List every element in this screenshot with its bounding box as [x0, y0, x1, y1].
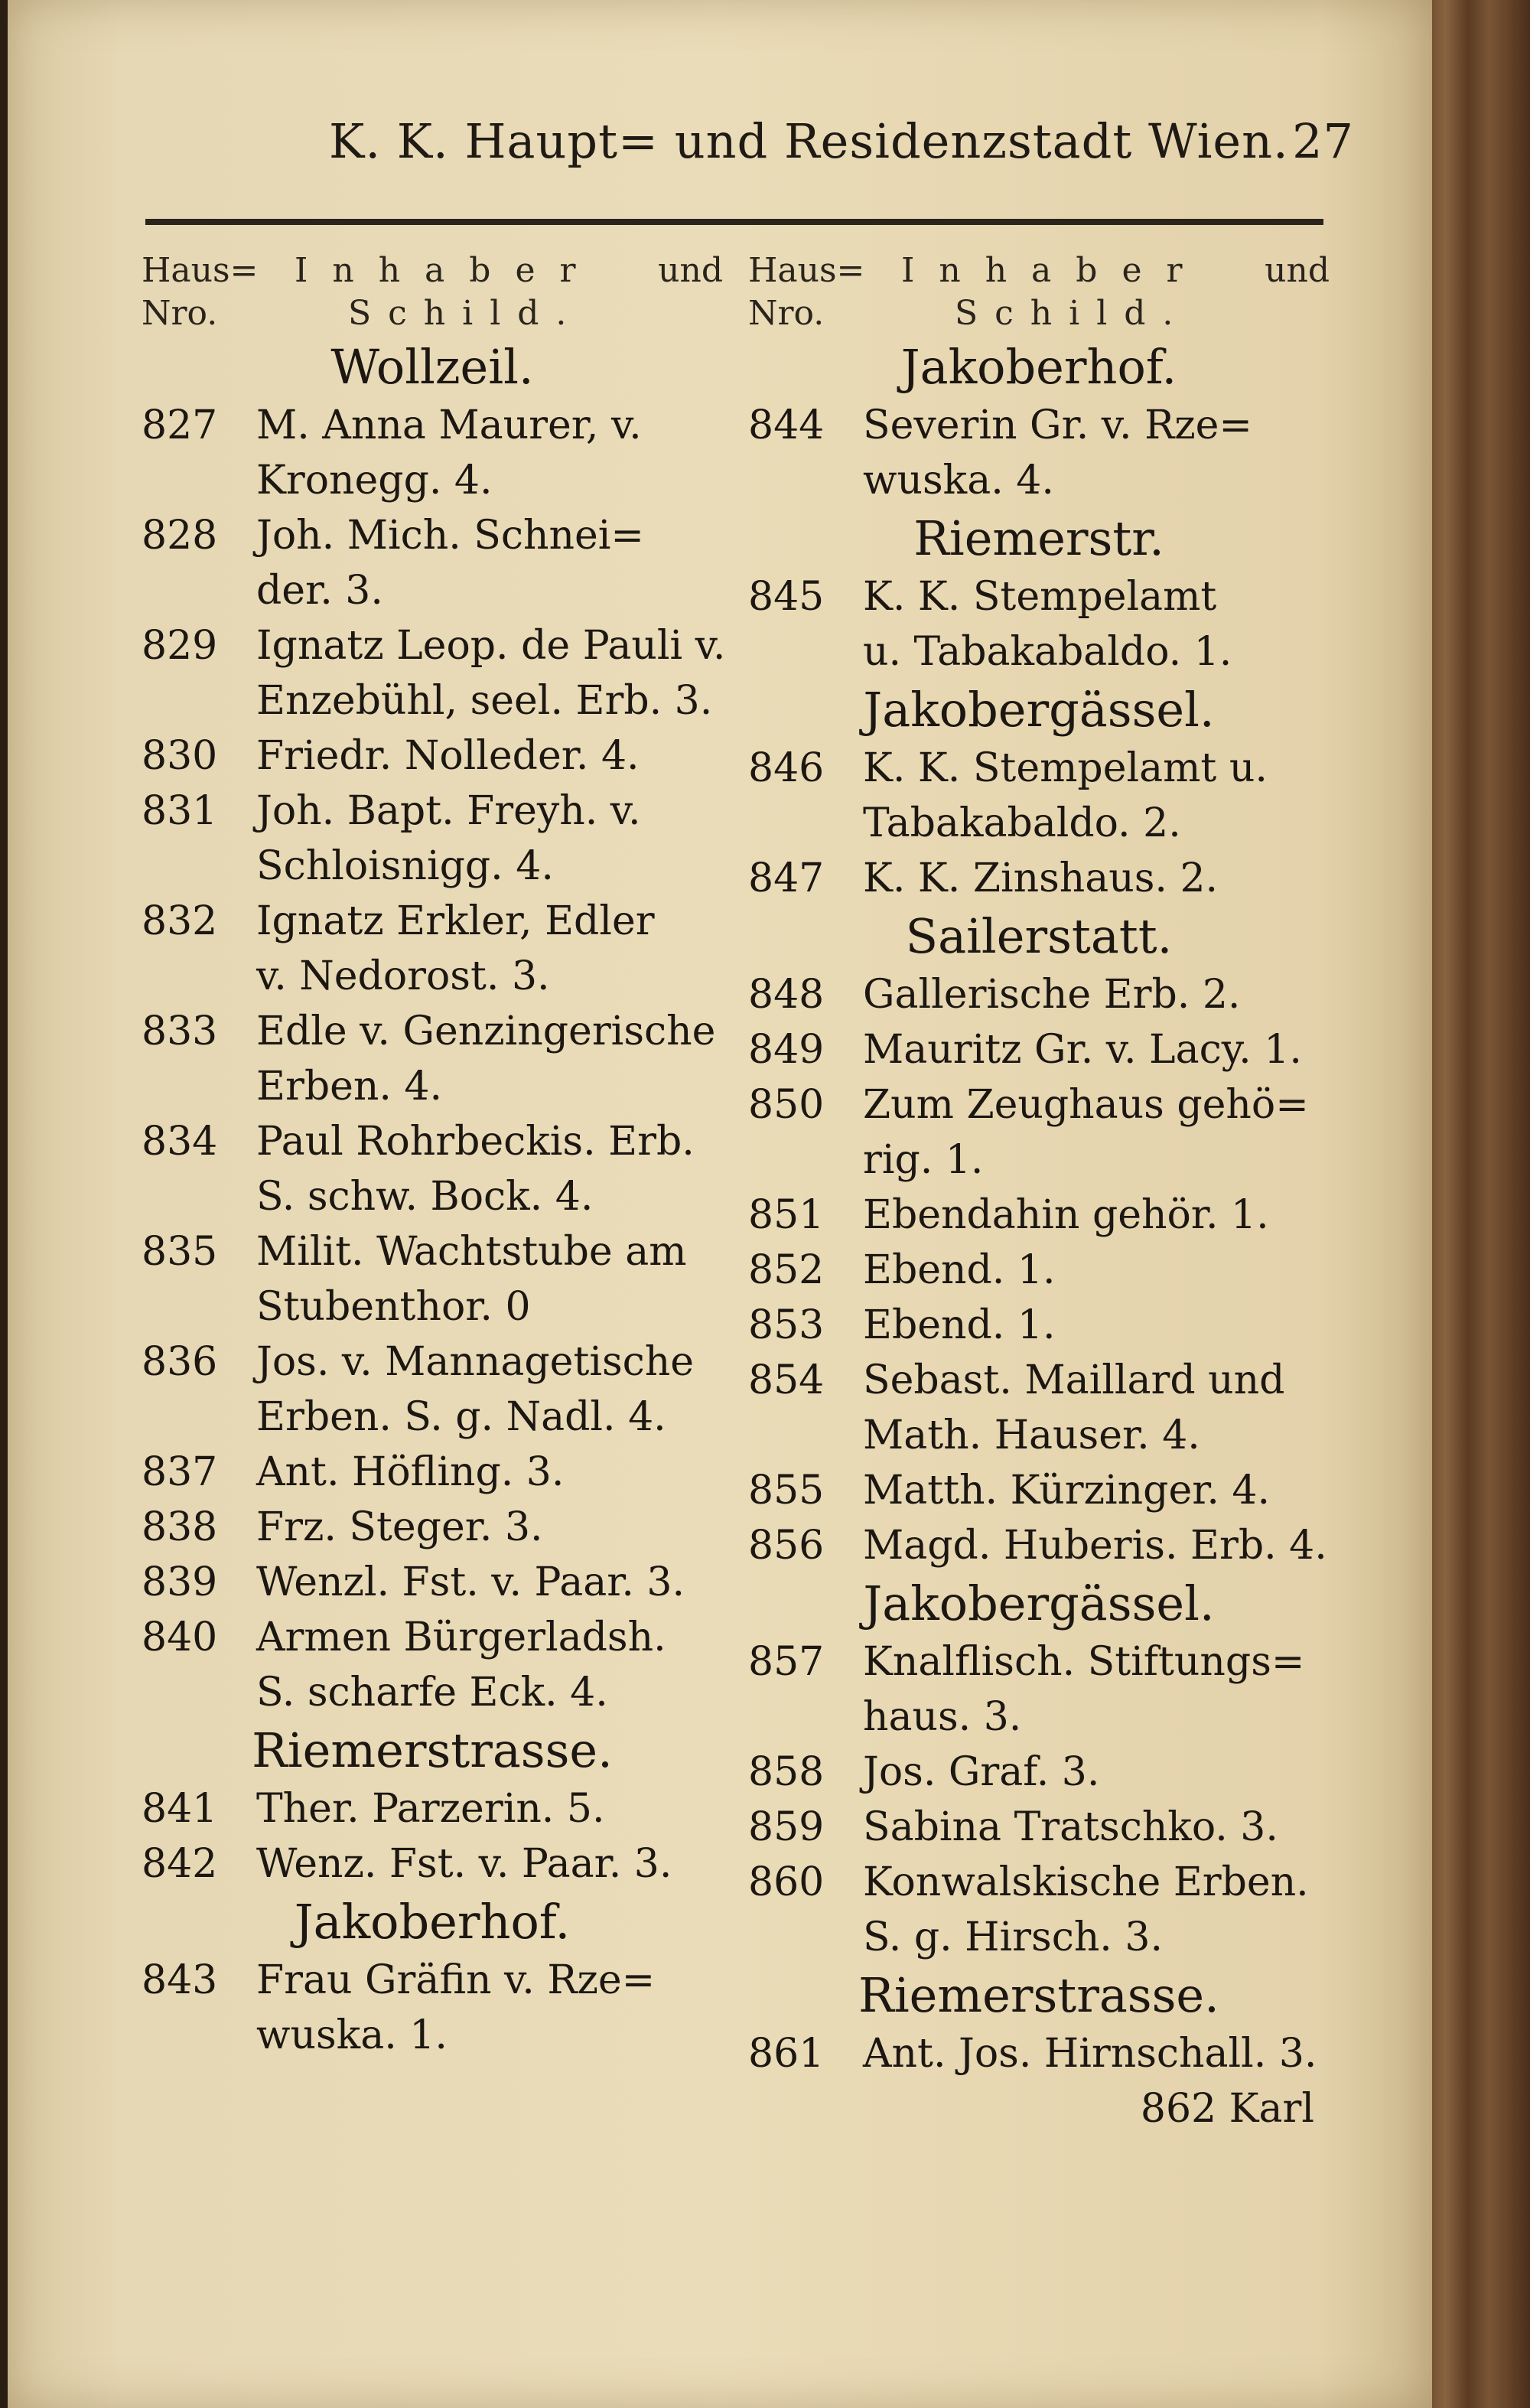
owner-text: Ebendahin gehör. 1.	[863, 1192, 1269, 1238]
house-number: 832	[142, 898, 218, 944]
col-schild-label: Schild.	[955, 294, 1190, 333]
entry-line	[748, 569, 1330, 624]
entry-continuation	[748, 453, 1330, 508]
owner-text: Erben. 4.	[256, 1064, 443, 1110]
entry-continuation	[142, 1169, 723, 1224]
owner-text: Gallerische Erb. 2.	[863, 972, 1241, 1018]
col-und-label: und	[658, 251, 723, 290]
house-number: 847	[748, 855, 825, 901]
entry-line	[142, 618, 726, 673]
owner-text: haus. 3.	[863, 1694, 1022, 1740]
owner-text: Ebend. 1.	[863, 1247, 1056, 1293]
owner-text: Schloisnigg. 4.	[256, 843, 554, 889]
owner-text: K. K. Stempelamt u.	[863, 745, 1268, 791]
entry-line	[748, 967, 1330, 1022]
house-number: 840	[142, 1615, 218, 1660]
entry-line	[142, 784, 723, 839]
col-haus-label: Haus=	[142, 251, 259, 290]
owner-text: Tabakabaldo. 2.	[863, 800, 1181, 846]
entry-continuation	[142, 949, 723, 1004]
house-number: 842	[142, 1841, 218, 1887]
owner-text: Zum Zeughaus gehö=	[863, 1082, 1309, 1128]
house-number: 852	[748, 1247, 825, 1293]
owner-text: Armen Bürgerladsh.	[256, 1615, 666, 1660]
house-number: 836	[142, 1339, 218, 1385]
house-number: 837	[142, 1449, 218, 1495]
entry-continuation	[142, 1665, 723, 1720]
owner-text: Jos. Graf. 3.	[863, 1749, 1100, 1795]
owner-text: Edle v. Genzingerische	[256, 1008, 716, 1054]
street-heading: Riemerstr.	[913, 510, 1164, 566]
entry-continuation	[142, 1390, 723, 1445]
owner-text: Paul Rohrbeckis. Erb.	[256, 1119, 695, 1165]
entry-continuation	[748, 796, 1330, 851]
col-schild-label: Schild.	[348, 294, 584, 333]
entry-continuation	[142, 673, 723, 728]
owner-text: S. scharfe Eck. 4.	[256, 1670, 608, 1716]
house-number: 831	[142, 788, 218, 834]
entry-continuation	[142, 1279, 723, 1334]
entry-line	[748, 1855, 1330, 1910]
col-inhaber-label: Inhaber	[295, 251, 601, 290]
owner-text: rig. 1.	[863, 1137, 984, 1183]
owner-text: Enzebühl, seel. Erb. 3.	[256, 678, 713, 724]
col-haus-label: Haus=	[748, 251, 865, 290]
street-heading: Jakobergässel.	[863, 1575, 1215, 1631]
owner-text: S. schw. Bock. 4.	[256, 1174, 594, 1220]
entry-line	[748, 1518, 1330, 1573]
entry-continuation	[748, 1910, 1330, 1965]
street-heading: Jakoberhof.	[294, 1894, 571, 1950]
entry-line	[748, 2026, 1330, 2081]
entry-line	[748, 1243, 1330, 1298]
entry-line	[142, 1004, 723, 1059]
entry-line	[748, 1745, 1330, 1800]
column-header	[748, 237, 1330, 337]
page	[8, 0, 1432, 2408]
owner-text: Ant. Jos. Hirnschall. 3.	[863, 2031, 1317, 2077]
entry-continuation	[142, 563, 723, 618]
owner-text: Konwalskische Erben.	[863, 1859, 1309, 1905]
entry-continuation	[748, 1690, 1330, 1745]
entry-line	[142, 1610, 723, 1665]
entry-line	[142, 1114, 723, 1169]
entry-line	[748, 1022, 1330, 1077]
entry-line	[142, 1555, 723, 1610]
catchword-line	[748, 2081, 1330, 2136]
header-title: K. K. Haupt= und Residenzstadt Wien.	[329, 113, 1289, 169]
owner-text: Sebast. Maillard und	[863, 1357, 1285, 1403]
running-header	[329, 113, 1354, 182]
entry-line	[748, 398, 1330, 453]
book-edge	[1427, 0, 1530, 2408]
entry-line	[748, 1800, 1330, 1855]
house-number: 848	[748, 972, 825, 1018]
entry-continuation	[748, 1408, 1330, 1463]
owner-text: Ebend. 1.	[863, 1302, 1056, 1348]
house-number: 860	[748, 1859, 825, 1905]
owner-text: Milit. Wachtstube am	[256, 1229, 687, 1275]
entry-line	[748, 1463, 1330, 1518]
entry-continuation	[142, 1059, 723, 1114]
entry-line	[748, 741, 1330, 796]
right-rows	[748, 337, 1330, 2081]
house-number: 827	[142, 402, 218, 448]
column-header	[142, 237, 723, 337]
entry-line	[142, 1836, 723, 1892]
owner-text: Severin Gr. v. Rze=	[863, 402, 1252, 448]
entry-line	[748, 1188, 1330, 1243]
house-number: 834	[142, 1119, 218, 1165]
entry-line	[142, 1953, 723, 2008]
owner-text: Ignatz Leop. de Pauli v.	[256, 623, 726, 669]
owner-text: wuska. 4.	[863, 458, 1054, 503]
house-number: 844	[748, 402, 825, 448]
entry-line	[748, 1298, 1330, 1353]
entry-line	[142, 1781, 723, 1836]
street-heading: Riemerstrasse.	[252, 1722, 613, 1778]
house-number: 853	[748, 1302, 825, 1348]
left-rows	[142, 337, 726, 2063]
house-number: 856	[748, 1523, 825, 1569]
col-nro-label: Nro.	[748, 294, 825, 333]
owner-text: Frau Gräfin v. Rze=	[256, 1957, 656, 2003]
house-number: 859	[748, 1804, 825, 1850]
entry-line	[748, 1634, 1330, 1690]
entry-continuation	[142, 839, 723, 894]
house-number: 846	[748, 745, 825, 791]
entry-line	[142, 1445, 723, 1500]
house-number: 854	[748, 1357, 825, 1403]
house-number: 855	[748, 1468, 825, 1514]
street-heading: Jakobergässel.	[863, 682, 1215, 738]
entry-line	[142, 1334, 723, 1390]
owner-text: K. K. Zinshaus. 2.	[863, 855, 1219, 901]
house-number: 850	[748, 1082, 825, 1128]
owner-text: Joh. Bapt. Freyh. v.	[256, 788, 641, 834]
house-number: 839	[142, 1559, 218, 1605]
left-column	[142, 237, 726, 2063]
street-heading: Wollzeil.	[330, 339, 534, 395]
page-number: 27	[1292, 113, 1354, 169]
house-number: 861	[748, 2031, 825, 2077]
owner-text: Stubenthor. 0	[256, 1284, 531, 1330]
owner-text: Wenzl. Fst. v. Paar. 3.	[256, 1559, 685, 1605]
owner-text: Frz. Steger. 3.	[256, 1504, 543, 1550]
owner-text: Knalflisch. Stiftungs=	[863, 1639, 1305, 1685]
house-number: 841	[142, 1786, 218, 1832]
house-number: 851	[748, 1192, 825, 1238]
entry-line	[142, 398, 723, 453]
owner-text: Ther. Parzerin. 5.	[256, 1786, 605, 1832]
owner-text: S. g. Hirsch. 3.	[863, 1914, 1163, 1960]
entry-line	[142, 894, 723, 949]
col-und-label: und	[1265, 251, 1330, 290]
owner-text: Jos. v. Mannagetische	[256, 1339, 695, 1385]
house-number: 828	[142, 513, 218, 559]
owner-text: wuska. 1.	[256, 2012, 448, 2058]
col-nro-label: Nro.	[142, 294, 218, 333]
entry-continuation	[142, 2008, 723, 2063]
entry-line	[142, 508, 723, 563]
house-number: 830	[142, 733, 218, 779]
house-number: 843	[142, 1957, 218, 2003]
entry-line	[748, 1353, 1330, 1408]
entry-continuation	[142, 453, 723, 508]
owner-text: Joh. Mich. Schnei=	[256, 513, 644, 559]
house-number: 838	[142, 1504, 218, 1550]
entry-line	[748, 851, 1330, 906]
owner-text: Ant. Höfling. 3.	[256, 1449, 565, 1495]
owner-text: Ignatz Erkler, Edler	[256, 898, 655, 944]
entry-continuation	[748, 1132, 1330, 1188]
street-heading: Sailerstatt.	[905, 908, 1173, 964]
owner-text: M. Anna Maurer, v.	[256, 402, 642, 448]
entry-line	[142, 1224, 723, 1279]
owner-text: u. Tabakabaldo. 1.	[863, 629, 1232, 675]
house-number: 857	[748, 1639, 825, 1685]
owner-text: Friedr. Nolleder. 4.	[256, 733, 640, 779]
house-number: 845	[748, 574, 825, 620]
entry-line	[142, 1500, 723, 1555]
entry-continuation	[748, 624, 1330, 679]
owner-text: Mauritz Gr. v. Lacy. 1.	[863, 1027, 1302, 1073]
owner-text: Wenz. Fst. v. Paar. 3.	[256, 1841, 672, 1887]
house-number: 835	[142, 1229, 218, 1275]
owner-text: Erben. S. g. Nadl. 4.	[256, 1394, 666, 1440]
catchword: 862 Karl	[1140, 2086, 1314, 2132]
owner-text: Magd. Huberis. Erb. 4.	[863, 1523, 1327, 1569]
owner-text: Sabina Tratschko. 3.	[863, 1804, 1278, 1850]
owner-text: K. K. Stempelamt	[863, 574, 1217, 620]
right-column	[748, 237, 1330, 2136]
house-number: 833	[142, 1008, 218, 1054]
entry-line	[748, 1077, 1330, 1132]
entry-line	[142, 728, 723, 784]
owner-text: Math. Hauser. 4.	[863, 1413, 1200, 1458]
owner-text: v. Nedorost. 3.	[256, 953, 550, 999]
owner-text: Kronegg. 4.	[256, 458, 493, 503]
house-number: 858	[748, 1749, 825, 1795]
col-inhaber-label: Inhaber	[901, 251, 1207, 290]
house-number: 849	[748, 1027, 825, 1073]
owner-text: der. 3.	[256, 568, 383, 614]
street-heading: Jakoberhof.	[900, 339, 1177, 395]
header-rule	[145, 219, 1323, 225]
house-number: 829	[142, 623, 218, 669]
street-heading: Riemerstrasse.	[858, 1967, 1219, 2023]
owner-text: Matth. Kürzinger. 4.	[863, 1468, 1271, 1514]
